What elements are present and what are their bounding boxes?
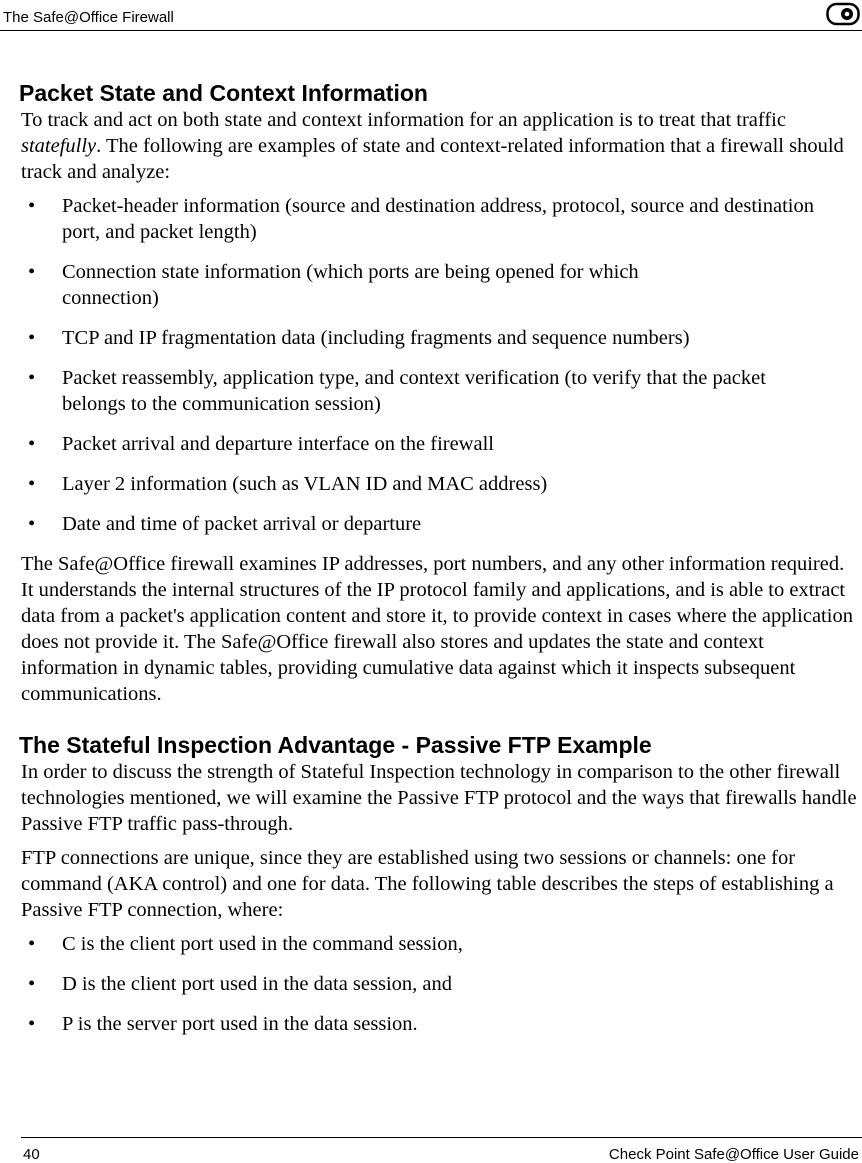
ftp-port-list [21, 931, 859, 1037]
bullet-icon: • [28, 327, 36, 349]
list-item: • Packet reassembly, application type, and context verification (to verify that the packet belongs to the communication session) [28, 367, 766, 415]
page-number: 40 [23, 1146, 40, 1163]
closing-paragraph: The Safe@Office firewall examines IP addresses, port numbers, and any other information required. It understands the internal structures of the IP protocol family and applications, and is able to extract data from a packet's application content and store it, to provide context in cases where the application does not provide it. The Safe@Office firewall also stores and updates the state and context information in dynamic tables, providing cumulative data against which it inspects subsequent communications. [21, 553, 853, 705]
footer-divider [21, 1137, 862, 1138]
list-item: • TCP and IP fragmentation data (including fragments and sequence numbers) [28, 327, 690, 349]
header-title: The Safe@Office Firewall [3, 9, 174, 26]
list-item: • P is the server port used in the data session. [28, 1013, 418, 1035]
emphasis-statefully: statefully [21, 135, 97, 157]
page-content [21, 79, 859, 1051]
list-item: • Connection state information (which ports are being opened for which connection) [28, 261, 639, 309]
check-point-logo-icon [826, 2, 860, 26]
bullet-icon: • [28, 473, 36, 495]
bullet-icon: • [28, 1013, 36, 1035]
bullet-icon: • [28, 367, 36, 389]
header-divider [0, 30, 862, 31]
list-item: • Packet arrival and departure interface on the firewall [28, 433, 494, 455]
page-header [0, 0, 862, 31]
bullet-icon: • [28, 433, 36, 455]
bullet-icon: • [28, 513, 36, 535]
intro-paragraph: To track and act on both state and context information for an application is to treat that traffic statefully. The following are examples of state and context-related information that a firewall should track and analyze: [21, 109, 844, 183]
section-heading-packet-state: Packet State and Context Information [19, 80, 428, 106]
bullet-icon: • [28, 973, 36, 995]
list-item: • D is the client port used in the data session, and [28, 973, 452, 995]
bullet-icon: • [28, 261, 36, 283]
ftp-paragraph-1: In order to discuss the strength of Stateful Inspection technology in comparison to the other firewall technologies mentioned, we will examine the Passive FTP protocol and the ways that firewalls handle Passive FTP traffic pass-through. [21, 761, 857, 835]
list-item: • Date and time of packet arrival or departure [28, 513, 422, 535]
list-item: • C is the client port used in the command session, [28, 933, 463, 955]
bullet-icon: • [28, 933, 36, 955]
ftp-paragraph-2: FTP connections are unique, since they are established using two sessions or channels: one for command (AKA control) and one for data. The following table describes the steps of establishing a Passive FTP connection, where: [21, 847, 834, 921]
guide-title: Check Point Safe@Office User Guide [608, 1146, 859, 1163]
list-item: • Layer 2 information (such as VLAN ID and MAC address) [28, 473, 548, 495]
state-info-list [21, 193, 859, 537]
list-item: • Packet-header information (source and destination address, protocol, source and destination port, and packet length) [28, 195, 814, 243]
bullet-icon: • [28, 195, 36, 217]
section-heading-passive-ftp: The Stateful Inspection Advantage - Passive FTP Example [19, 732, 652, 758]
